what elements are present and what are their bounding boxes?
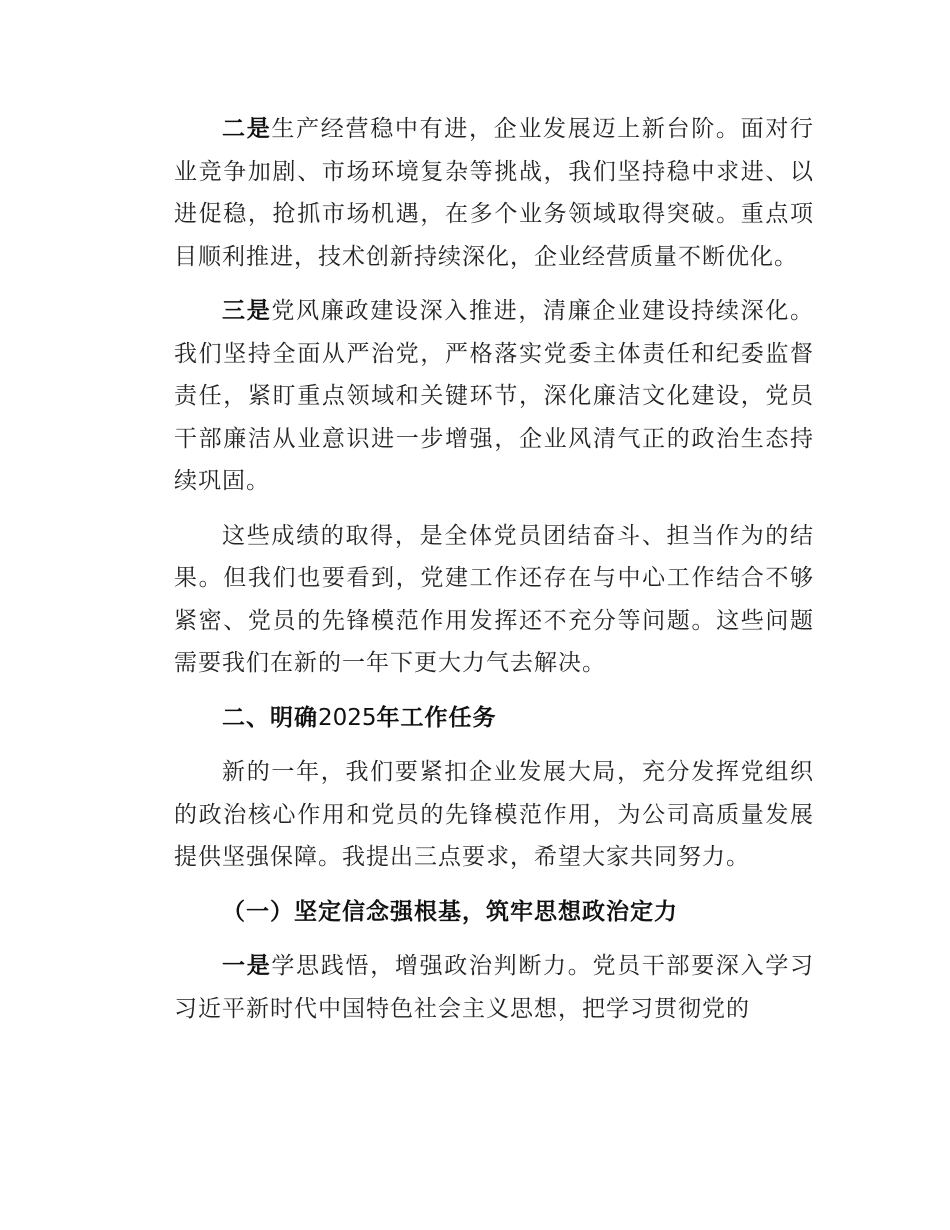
paragraph-integrity <box>174 290 814 503</box>
heading-suffix: 年工作任务 <box>376 704 497 731</box>
document-body <box>174 108 814 1042</box>
heading-year: 2025 <box>318 704 377 731</box>
section-heading <box>174 697 814 740</box>
paragraph-new-year: 新的一年，我们要紧扣企业发展大局，充分发挥党组织的政治核心作用和党员的先锋模范作用，为公司高质量发展提供坚强保障。我提出三点要求，希望大家共同努力。 <box>174 759 814 870</box>
paragraph-text: 生产经营稳中有进，企业发展迈上新台阶。面对行业竞争加剧、市场环境复杂等挑战，我们坚持稳中求进、以进促稳，抢抓市场机遇，在多个业务领域取得突破。重点项目顺利推进，技术创新持续深化，企业经营质量不断优化。 <box>174 116 815 270</box>
paragraph-production <box>174 108 814 278</box>
paragraph-text: 学思践悟，增强政治判断力。党员干部要深入学习习近平新时代中国特色社会主义思想，把学习贯彻党的 <box>174 953 815 1022</box>
paragraph-lead: 一是 <box>222 953 272 979</box>
paragraph-study <box>174 945 814 1030</box>
paragraph-text: 党风廉政建设深入推进，清廉企业建设持续深化。我们坚持全面从严治党，严格落实党委主体责任和纪委监督责任，紧盯重点领域和关键环节，深化廉洁文化建设，党员干部廉洁从业意识进一步增强，企业风清气正的政治生态持续巩固。 <box>174 298 815 494</box>
subsection-heading: （一）坚定信念强根基，筑牢思想政治定力 <box>222 898 678 925</box>
paragraph-lead: 二是 <box>222 116 272 142</box>
paragraph-lead: 三是 <box>222 298 272 324</box>
heading-prefix: 二、明确 <box>222 704 318 731</box>
paragraph-achievements: 这些成绩的取得，是全体党员团结奋斗、担当作为的结果。但我们也要看到，党建工作还存在与中心工作结合不够紧密、党员的先锋模范作用发挥还不充分等问题。这些问题需要我们在新的一年下更大力气去解决。 <box>174 522 814 676</box>
